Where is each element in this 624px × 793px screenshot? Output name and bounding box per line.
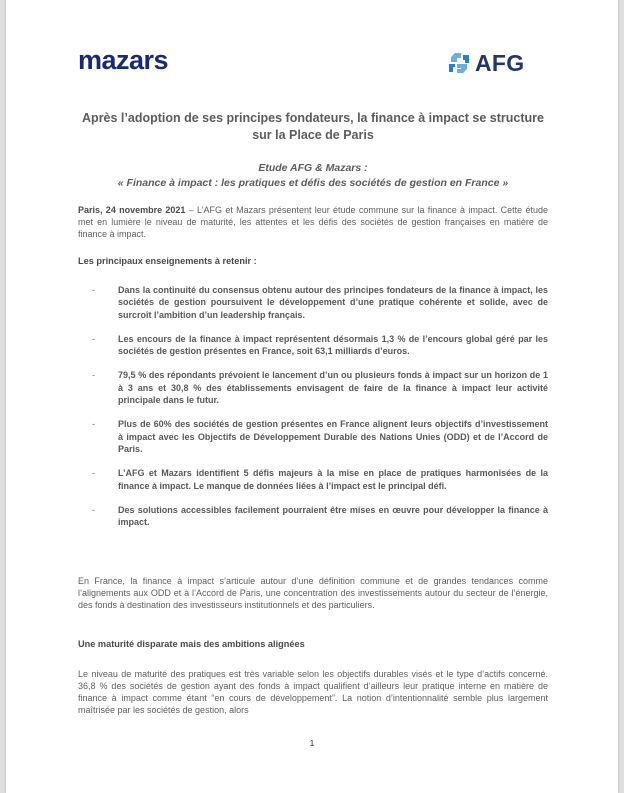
- key-findings-list: [92, 284, 548, 540]
- intro-paragraph: [78, 204, 548, 240]
- section-heading: Une maturité disparate mais des ambitions alignées: [78, 639, 305, 649]
- afg-emblem-icon: [446, 51, 472, 75]
- list-item-text: Les encours de la finance à impact représentent désormais 1,3 % de l’encours global géré par les sociétés de gestion présentes en France, soit 63,1 milliards d’euros.: [118, 333, 548, 357]
- list-item-text: Des solutions accessibles facilement pourraient être mises en œuvre pour développer la finance à impact.: [118, 504, 548, 528]
- list-item: [92, 418, 548, 455]
- list-item-text: L’AFG et Mazars identifient 5 défis majeurs à la mise en place de pratiques harmonisées de la finance à impact. Le manque de données liées à l’impact est le principal défi.: [118, 468, 548, 491]
- subtitle-line-2: « Finance à impact : les pratiques et défis des sociétés de gestion en France »: [117, 177, 509, 189]
- bullet-dash: -: [92, 333, 95, 344]
- list-item: [92, 467, 548, 492]
- subtitle-line-1: Etude AFG & Mazars :: [258, 162, 368, 174]
- maturity-paragraph: Le niveau de maturité des pratiques est très variable selon les objectifs durables visés et le type d’actifs concerné. 36,8 % des sociétés de gestion ayant des fonds à impact qualifient d’ailleurs leur pratique interne en matière de finance à impact comme étant “en cours de développement”. La notion d’intentionnalité semble plus largement maîtrisée par les sociétés de gestion, alors: [78, 669, 548, 715]
- bullet-dash: -: [92, 419, 95, 430]
- list-item: [92, 369, 548, 406]
- list-item: [92, 504, 548, 529]
- list-item: [92, 333, 548, 358]
- afg-logo: [446, 48, 524, 78]
- list-item-text: 79,5 % des répondants prévoient le lancement d’un ou plusieurs fonds à impact sur un horizon de 1 à 3 ans et 30,8 % des établissements envisagent de faire de la finance à impact leur activité principale dans le futur.: [118, 370, 548, 406]
- dateline: Paris, 24 novembre 2021: [78, 205, 186, 215]
- document-page: [6, 0, 618, 793]
- mazars-logo: mazars: [78, 45, 169, 75]
- list-item-text: Dans la continuité du consensus obtenu autour des principes fondateurs de la finance à impact, les sociétés de gestion poursuivent le développement d’une pratique cohérente et solide, avec de surcroît l’ambition d’un leadership français.: [118, 285, 548, 320]
- bullet-dash: -: [92, 504, 95, 515]
- list-item: [92, 284, 548, 321]
- bullet-dash: -: [92, 370, 95, 381]
- intro-text: – L’AFG et Mazars présentent leur étude commune sur la finance à impact. Cette étude met en lumière le niveau de maturité, les attentes et les défis des sociétés de gestion françaises en matière de finance à impact.: [78, 205, 548, 239]
- afg-logo-text: AFG: [475, 49, 525, 76]
- document-subtitle: [66, 161, 560, 191]
- list-item-text: Plus de 60% des sociétés de gestion présentes en France alignent leurs objectifs d’investissement à impact avec les Objectifs de Développement Durable des Nations Unies (ODD) et de l’Accord de Paris.: [118, 419, 548, 454]
- document-title: Après l’adoption de ses principes fondateurs, la finance à impact se structure sur la Place de Paris: [82, 111, 544, 142]
- key-findings-label: Les principaux enseignements à retenir :: [78, 256, 257, 266]
- bullet-dash: -: [92, 468, 95, 479]
- france-paragraph: En France, la finance à impact s’articule autour d’une définition commune et de grandes tendances comme l’alignements aux ODD et à l’Accord de Paris, une concentration des investissements autour du secteur de l’énergie, des fonds à destination des investisseurs institutionnels et des particuliers.: [78, 576, 548, 610]
- bullet-dash: -: [92, 285, 95, 295]
- page-number: 1: [309, 738, 315, 748]
